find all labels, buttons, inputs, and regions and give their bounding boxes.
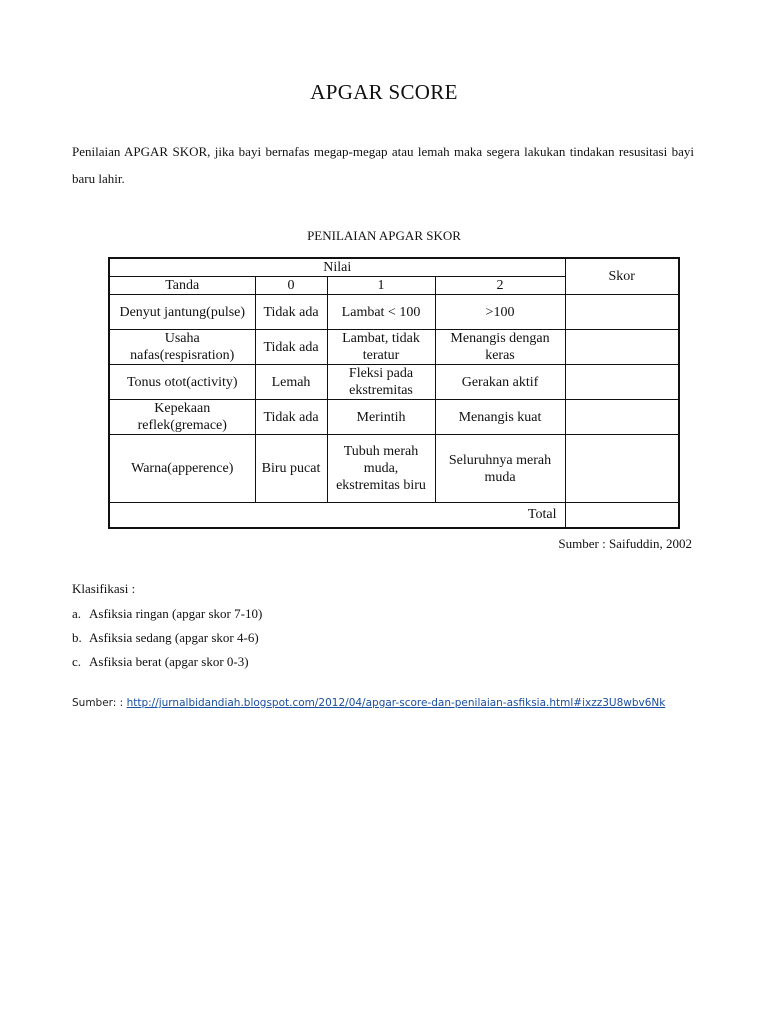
list-marker: c. [72, 654, 82, 669]
score-0-cell: Biru pucat [255, 435, 327, 503]
score-1-cell: Fleksi pada ekstremitas [327, 365, 435, 400]
score-1-cell: Lambat, tidak teratur [327, 330, 435, 365]
table-row [109, 330, 679, 365]
score-0-cell: Tidak ada [255, 400, 327, 435]
classification-list [72, 605, 262, 677]
list-item-text: Asfiksia ringan (apgar skor 7-10) [89, 606, 263, 621]
score-2-cell: Menangis kuat [435, 400, 565, 435]
web-source [72, 697, 665, 709]
score-1-cell: Merintih [327, 400, 435, 435]
skor-cell [565, 365, 679, 400]
score-0-cell: Tidak ada [255, 295, 327, 330]
tanda-cell: Usaha nafas(respisration) [109, 330, 255, 365]
table-row [109, 435, 679, 503]
score-2-cell: Menangis dengan keras [435, 330, 565, 365]
skor-cell [565, 400, 679, 435]
list-item [72, 629, 262, 653]
skor-cell [565, 295, 679, 330]
score-1-cell: Tubuh merah muda, ekstremitas biru [327, 435, 435, 503]
table-row [109, 400, 679, 435]
tanda-cell: Tonus otot(activity) [109, 365, 255, 400]
table-row [109, 295, 679, 330]
total-label: Total [109, 503, 565, 528]
list-item-text: Asfiksia sedang (apgar skor 4-6) [89, 630, 259, 645]
skor-cell [565, 330, 679, 365]
table-row [109, 365, 679, 400]
total-row [109, 503, 679, 528]
tanda-cell: Denyut jantung(pulse) [109, 295, 255, 330]
source-citation: Sumber : Saifuddin, 2002 [558, 536, 692, 551]
table-caption: PENILAIAN APGAR SKOR [307, 228, 461, 243]
nilai-header: Nilai [109, 258, 565, 277]
apgar-score-table [108, 257, 680, 529]
score-0-cell: Lemah [255, 365, 327, 400]
score-2-cell: >100 [435, 295, 565, 330]
score-2-header: 2 [435, 277, 565, 295]
list-marker: a. [72, 606, 82, 621]
list-item [72, 653, 262, 677]
intro-paragraph: Penilaian APGAR SKOR, jika bayi bernafas megap-megap atau lemah maka segera lakukan tindakan resusitasi bayi baru lahir. [72, 144, 694, 186]
list-marker: b. [72, 630, 82, 645]
score-0-cell: Tidak ada [255, 330, 327, 365]
skor-cell [565, 435, 679, 503]
page-title: APGAR SCORE [310, 80, 458, 104]
score-2-cell: Seluruhnya merah muda [435, 435, 565, 503]
tanda-header: Tanda [109, 277, 255, 295]
web-source-prefix: Sumber: : [72, 697, 127, 709]
total-value-cell [565, 503, 679, 528]
skor-header: Skor [565, 258, 679, 295]
tanda-cell: Warna(apperence) [109, 435, 255, 503]
source-link[interactable]: http://jurnalbidandiah.blogspot.com/2012/04/apgar-score-dan-penilaian-asfiksia.html#ixzz3U8wbv6Nk [126, 697, 666, 709]
score-1-header: 1 [327, 277, 435, 295]
list-item [72, 605, 262, 629]
score-1-cell: Lambat < 100 [327, 295, 435, 330]
score-2-cell: Gerakan aktif [435, 365, 565, 400]
classification-heading: Klasifikasi : [72, 581, 136, 596]
score-0-header: 0 [255, 277, 327, 295]
list-item-text: Asfiksia berat (apgar skor 0-3) [89, 654, 249, 669]
table-group-header-row [109, 258, 679, 277]
tanda-cell: Kepekaan reflek(gremace) [109, 400, 255, 435]
